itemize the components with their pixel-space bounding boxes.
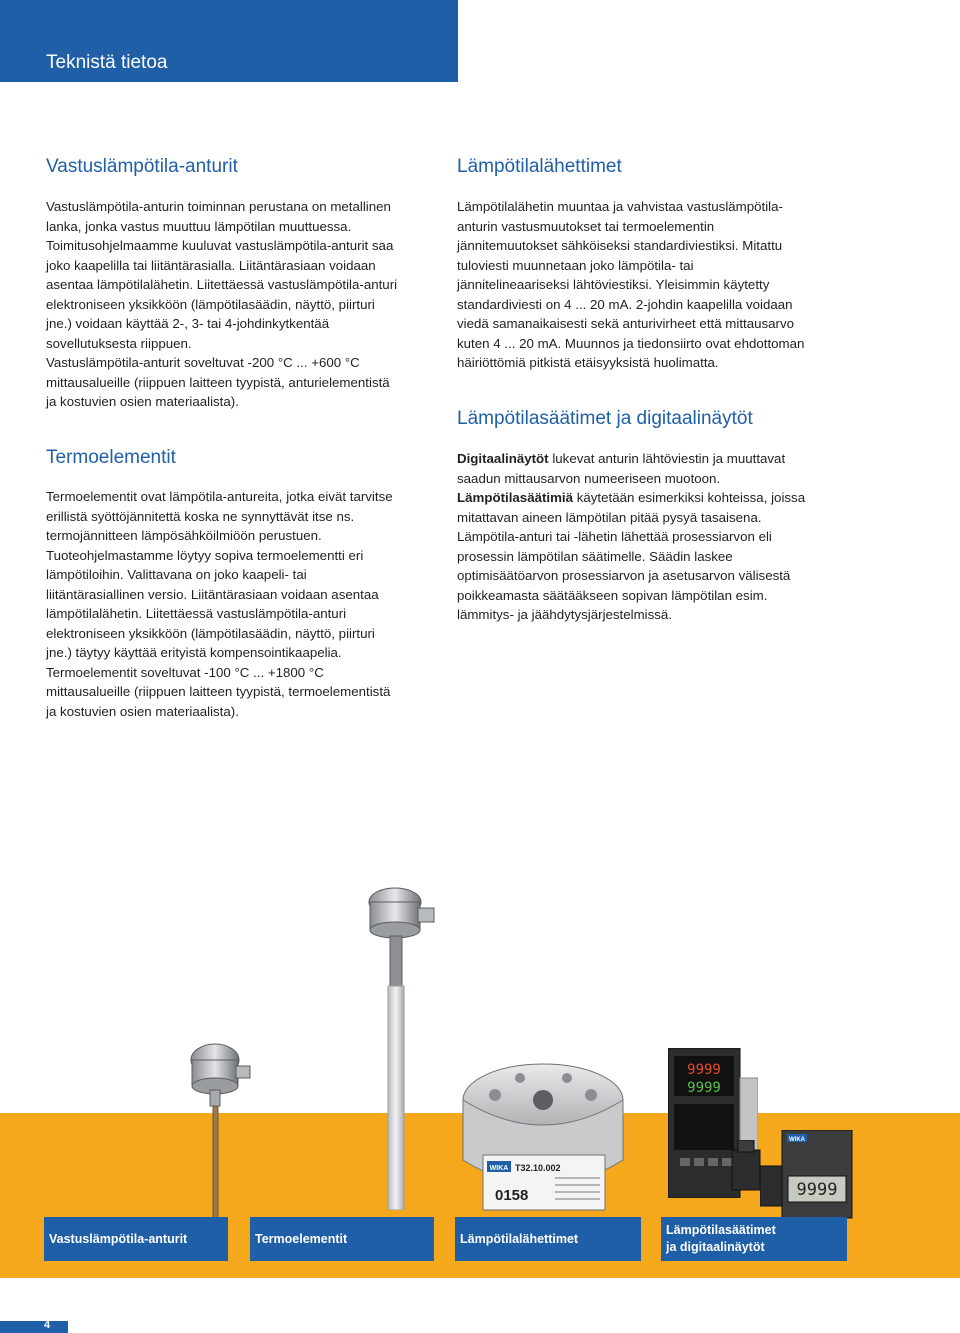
text-line: Lämpötila-anturi tai -lähetin lähettää prosessiarvon eli <box>457 529 772 544</box>
transmitter-code-label: 0158 <box>495 1187 529 1204</box>
text-line: termojännitteen lämpösähköilmiöön perustuen. <box>46 528 322 543</box>
term-temperature-controllers: Lämpötilasäätimiä <box>457 490 574 505</box>
text-line: Vastuslämpötila-anturit soveltuvat -200 °C ... +600 °C <box>46 355 360 370</box>
caption-thermocouples: Termoelementit <box>250 1217 434 1261</box>
text-line: ja kostuvien osien materiaalista). <box>46 703 239 719</box>
text-line: Tuoteohjelmastamme löytyy sopiva termoelementti eri <box>46 547 364 563</box>
text-line: lanka, jonka vastus muuttuu lämpötilan muuttuessa. <box>46 218 352 234</box>
text-line: lämpötilalähetin. Liitettäessä vastuslämpötila-anturi <box>46 606 347 621</box>
page-number-bar <box>0 1321 68 1333</box>
text-line: joko kaapelilla tai liitäntärasialla. Liitäntärasiaan voidaan <box>46 257 376 273</box>
text-line: Toimitusohjelmaamme kuuluvat vastuslämpötila-anturit saa <box>46 238 394 253</box>
caption-controllers-line2: ja digitaalinäytöt <box>666 1240 765 1254</box>
page-title: Teknistä tietoa <box>46 52 168 73</box>
controllers-line: saadun mittausarvon numeeriseen muotoon. <box>457 470 721 486</box>
text-line: elektroniseen yksikköön (lämpötilasäädin, näyttö, piirturi <box>46 625 375 641</box>
section-body-controllers <box>457 449 852 625</box>
section-title-thermocouples: Termoelementit <box>46 447 176 468</box>
controller-display-sv: 9999 <box>687 1080 721 1096</box>
controller-display-pv: 9999 <box>687 1062 721 1078</box>
text-line: Vastuslämpötila-anturin toiminnan perustana on metallinen <box>46 199 391 214</box>
controllers-line-text: lukevat anturin lähtöviestin ja muuttavat <box>548 451 786 466</box>
text-line: asentaa lämpötilalähetin. Liitettäessä vastuslämpötila-anturi <box>46 277 398 292</box>
text-line: Lämpötilalähetin muuntaa ja vahvistaa vastuslämpötila- <box>457 199 783 214</box>
text-line: anturin vastusmuutokset tai termoelementin <box>457 218 715 234</box>
display-brand-label: WIKA <box>789 1137 805 1143</box>
text-line: Termoelementit soveltuvat -100 °C ... +1800 °C <box>46 664 324 680</box>
term-digital-displays: Digitaalinäytöt <box>457 451 549 466</box>
text-line: Termoelementit ovat lämpötila-antureita, jotka eivät tarvitse <box>46 489 393 504</box>
text-line: elektroniseen yksikköön (lämpötilasäädin, näyttö, piirturi <box>46 296 375 312</box>
text-line: poikkeamasta säätääkseen sopivan lämpötilan esim. <box>457 587 768 603</box>
section-body-rtd <box>46 197 441 412</box>
text-line: mitattavan aineen lämpötilan pitää pysyä tasaisena. <box>457 509 762 525</box>
text-line: kuten 4 ... 20 mA. Muunnos ja tiedonsiirto ovat ehdottoman <box>457 335 805 351</box>
transmitter-image <box>455 1060 630 1225</box>
text-line: viedä samanaikaisesti sekä anturivirheet että mittausarvo <box>457 316 795 331</box>
caption-controllers-line1: Lämpötilasäätimet <box>666 1223 776 1237</box>
display-digits: 9999 <box>796 1180 838 1200</box>
text-line: jne.) täytyy käyttää erityistä kompensointikaapelia. <box>46 645 342 660</box>
text-line: erillistä syöttöjännitettä koska ne synnyttävät itse ns. <box>46 508 355 524</box>
text-line: standardiviesti on 4 ... 20 mA. 2-johdin kaapelilla voidaan <box>457 296 793 312</box>
text-line: jännitemuutokset sähköiseksi standardiviestiksi. Mitattu <box>457 238 783 253</box>
rtd-sensor-image <box>170 1020 270 1220</box>
caption-rtd: Vastuslämpötila-anturit <box>44 1217 228 1261</box>
text-line: prosessin lämpötilan säätimelle. Säädin laskee <box>457 548 733 564</box>
thermocouple-image <box>350 880 460 1210</box>
digital-display-image <box>760 1130 855 1220</box>
text-line: ja kostuvien osien materiaalista). <box>46 394 239 409</box>
page-number: 4 <box>44 1319 51 1331</box>
controllers-line-text: käytetään esimerkiksi kohteissa, joissa <box>573 490 806 505</box>
text-line: häiriöttömiä pitkistä etäisyyksistä huolimatta. <box>457 355 719 370</box>
text-line: tuloviesti muunnetaan joko lämpötila- tai <box>457 257 694 273</box>
section-body-transmitters <box>457 197 852 373</box>
text-line: liitäntärasiallinen versio. Liitäntärasiaan voidaan asentaa <box>46 586 379 602</box>
caption-transmitters: Lämpötilalähettimet <box>455 1217 641 1261</box>
transmitter-model-label: T32.10.002 <box>515 1163 561 1173</box>
text-line: jne.) voidaan käyttää 2-, 3- tai 4-johdinkytkentää <box>46 316 330 331</box>
caption-controllers <box>661 1217 847 1261</box>
text-line: optimisäätöarvon prosessiarvon ja asetusarvon välisestä <box>457 568 791 583</box>
text-line: mittausalueille (riippuen laitteen tyypistä, anturielementistä <box>46 374 390 390</box>
text-line: mittausalueille (riippuen laitteen tyypistä, termoelementistä <box>46 684 391 699</box>
section-title-controllers: Lämpötilasäätimet ja digitaalinäytöt <box>457 408 753 429</box>
text-line: sovellutuksesta riippuen. <box>46 335 192 351</box>
connector-image <box>728 1140 768 1200</box>
controllers-rest <box>457 508 852 625</box>
text-line: jännitelineaariseksi lähtöviestiksi. Yleisimmin käytetty <box>457 277 770 292</box>
controllers-line <box>457 449 852 469</box>
controllers-line <box>457 488 852 508</box>
section-title-transmitters: Lämpötilalähettimet <box>457 156 622 177</box>
section-body-thermocouples <box>46 487 441 721</box>
text-line: lämmitys- ja jäähdytysjärjestelmissä. <box>457 607 673 622</box>
text-line: lämpötiloihin. Valittavana on joko kaapeli- tai <box>46 567 307 582</box>
transmitter-brand-label: WIKA <box>489 1165 509 1172</box>
section-title-rtd: Vastuslämpötila-anturit <box>46 156 238 177</box>
